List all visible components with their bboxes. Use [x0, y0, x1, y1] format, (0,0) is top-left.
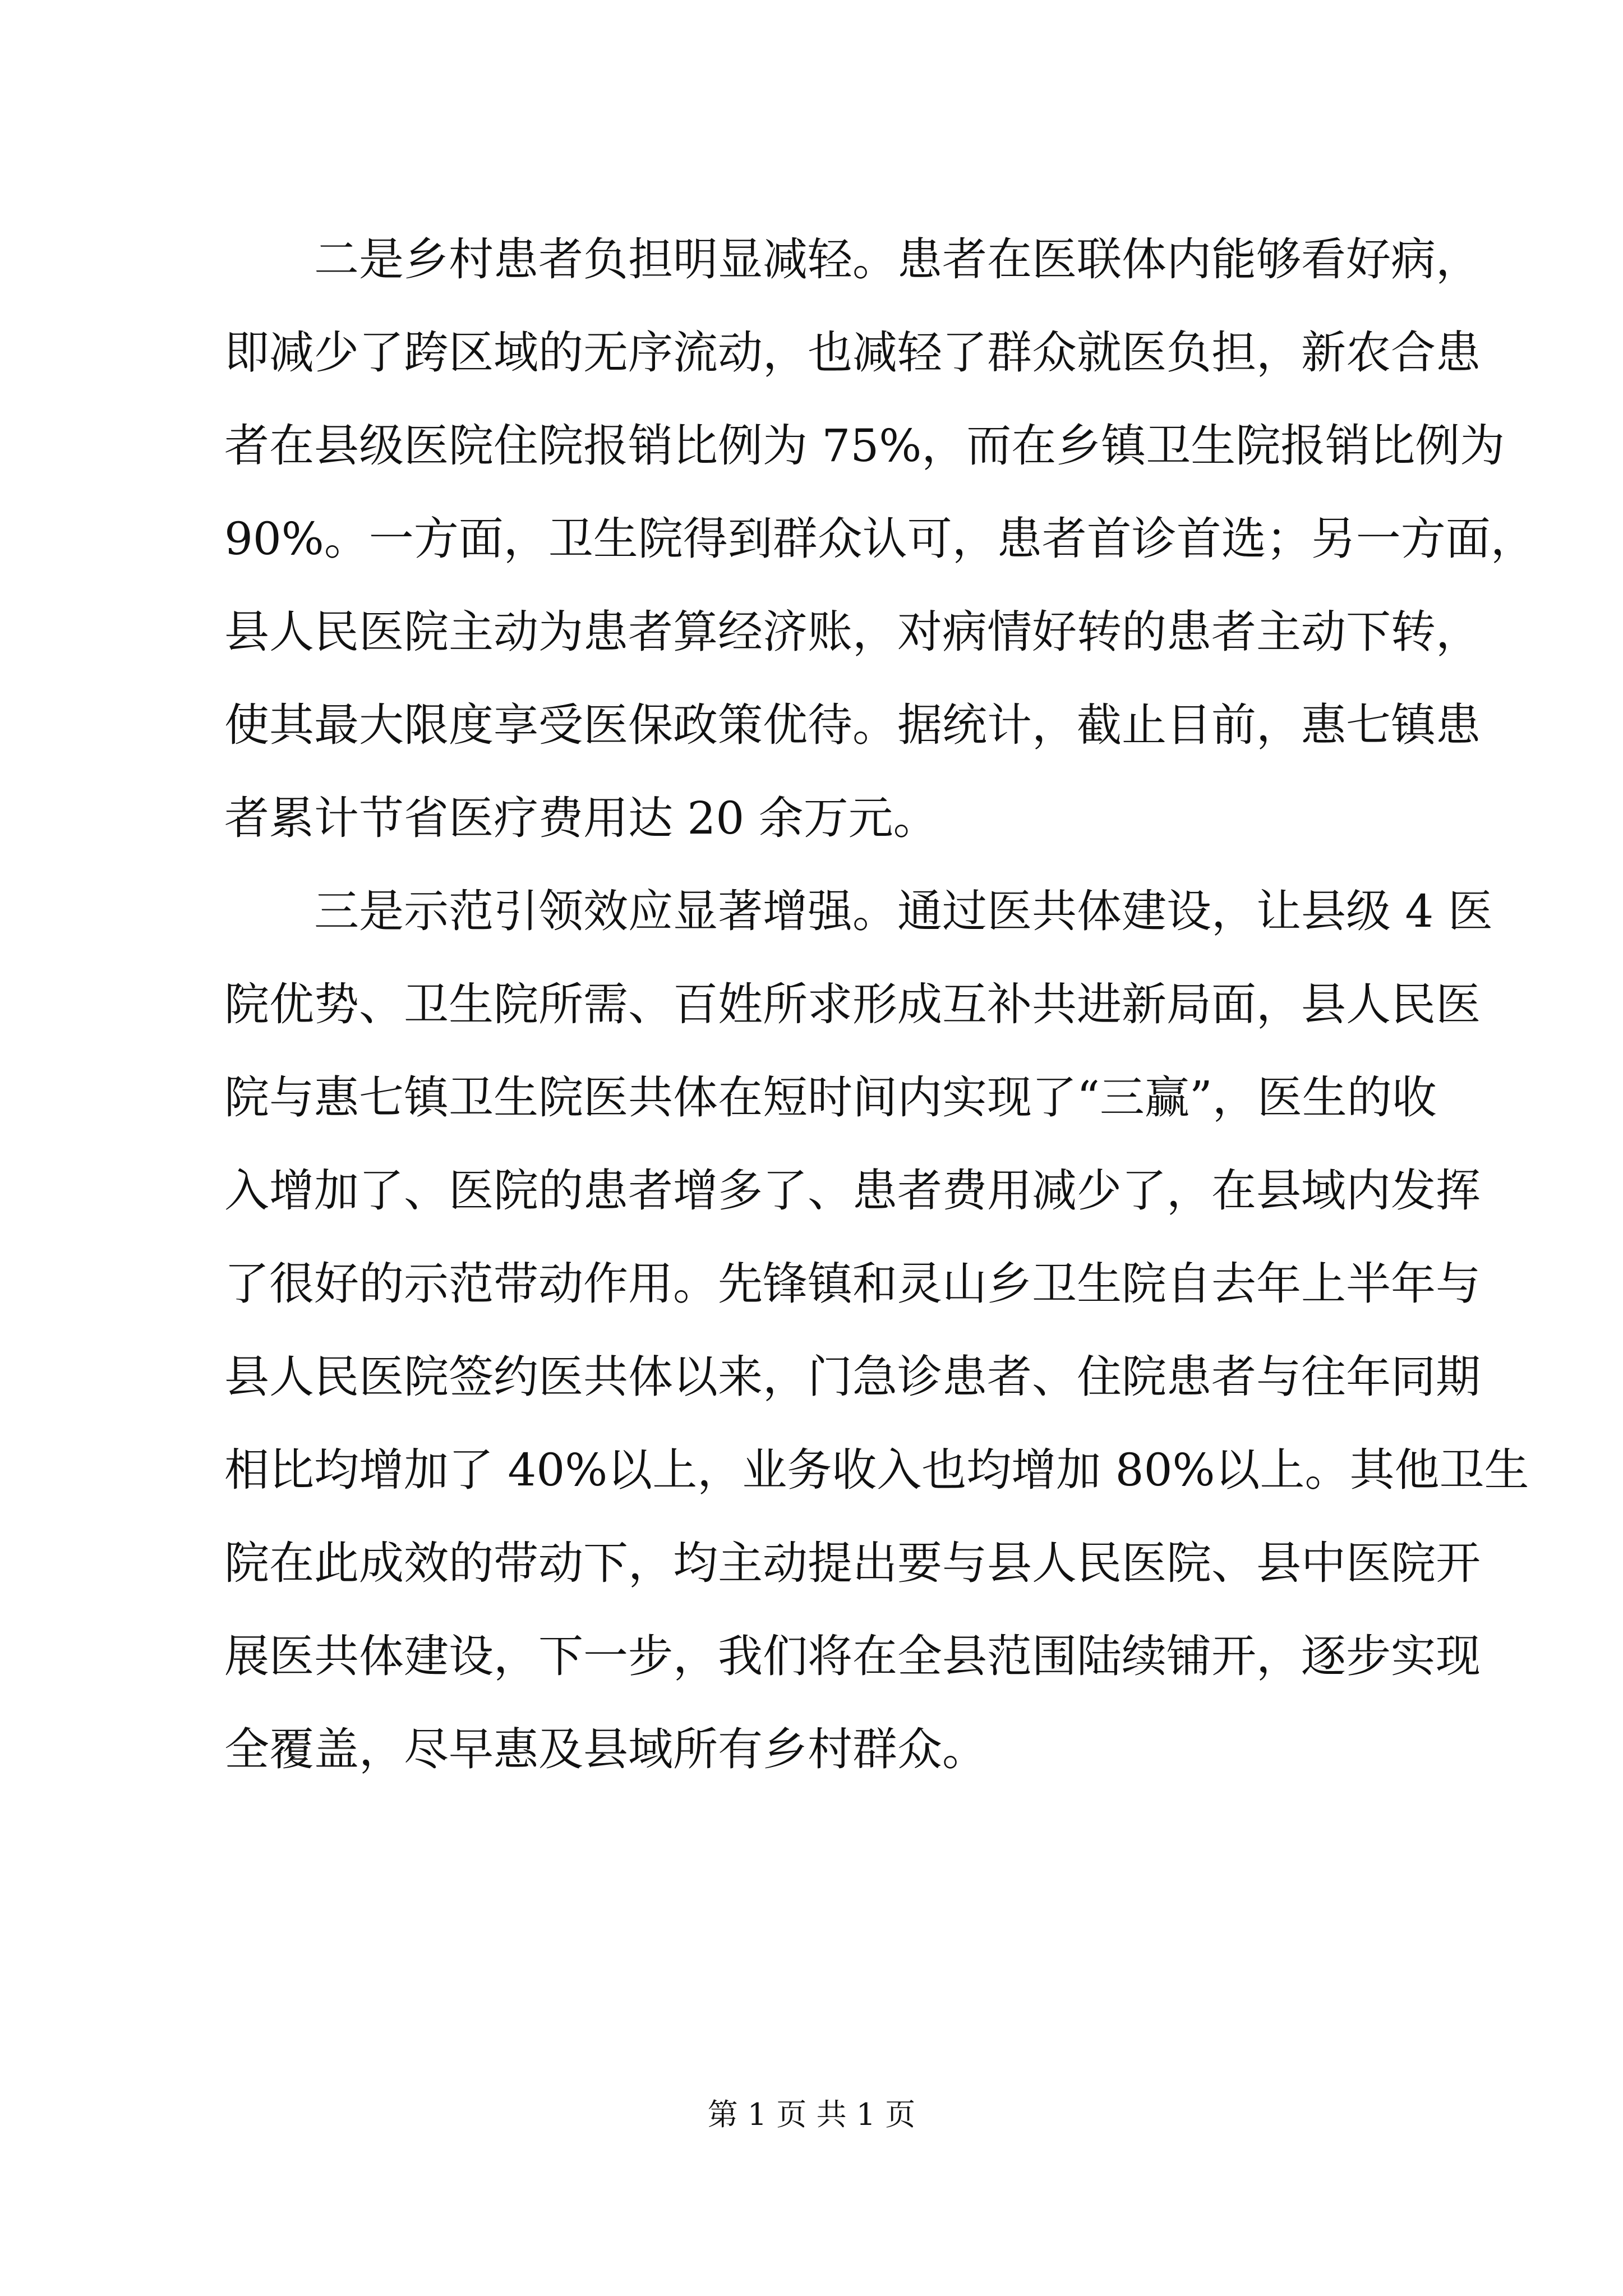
body-text [224, 213, 1536, 1796]
text-line: 三是示范引领效应显著增强。通过医共体建设，让县级 4 医 [314, 885, 1493, 937]
text-line: 二是乡村患者负担明显减轻。患者在医联体内能够看好病， [314, 233, 1481, 286]
text-line: 入增加了、医院的患者增多了、患者费用减少了，在县域内发挥 [224, 1165, 1481, 1217]
text-line: 县人民医院主动为患者算经济账，对病情好转的患者主动下转， [224, 606, 1481, 658]
text-line: 县人民医院签约医共体以来，门急诊患者、住院患者与往年同期 [224, 1351, 1481, 1403]
text-line: 即减少了跨区域的无序流动，也减轻了群众就医负担，新农合患 [224, 326, 1481, 379]
text-line: 全覆盖，尽早惠及县域所有乡村群众。 [224, 1723, 987, 1775]
text-line: 者累计节省医疗费用达 20 余万元。 [224, 792, 938, 844]
text-line: 展医共体建设，下一步，我们将在全县范围陆续铺开，逐步实现 [224, 1630, 1481, 1682]
text-line: 相比均增加了 40%以上，业务收入也均增加 80%以上。其他卫生 [224, 1444, 1529, 1496]
text-line: 90%。一方面，卫生院得到群众认可，患者首诊首选；另一方面， [224, 513, 1536, 565]
text-line: 院优势、卫生院所需、百姓所求形成互补共进新局面，县人民医 [224, 978, 1481, 1030]
text-line: 院在此成效的带动下，均主动提出要与县人民医院、县中医院开 [224, 1537, 1481, 1589]
text-line: 者在县级医院住院报销比例为 75%，而在乡镇卫生院报销比例为 [224, 420, 1505, 472]
text-line: 了很好的示范带动作用。先锋镇和灵山乡卫生院自去年上半年与 [224, 1258, 1481, 1310]
paragraph-1 [224, 213, 1536, 865]
page-footer: 第 1 页 共 1 页 [707, 2097, 916, 2132]
paragraph-2 [224, 865, 1529, 1796]
text-line: 使其最大限度享受医保政策优待。据统计，截止目前，惠七镇患 [224, 699, 1481, 751]
text-line: 院与惠七镇卫生院医共体在短时间内实现了“三赢”，医生的收 [224, 1071, 1437, 1124]
